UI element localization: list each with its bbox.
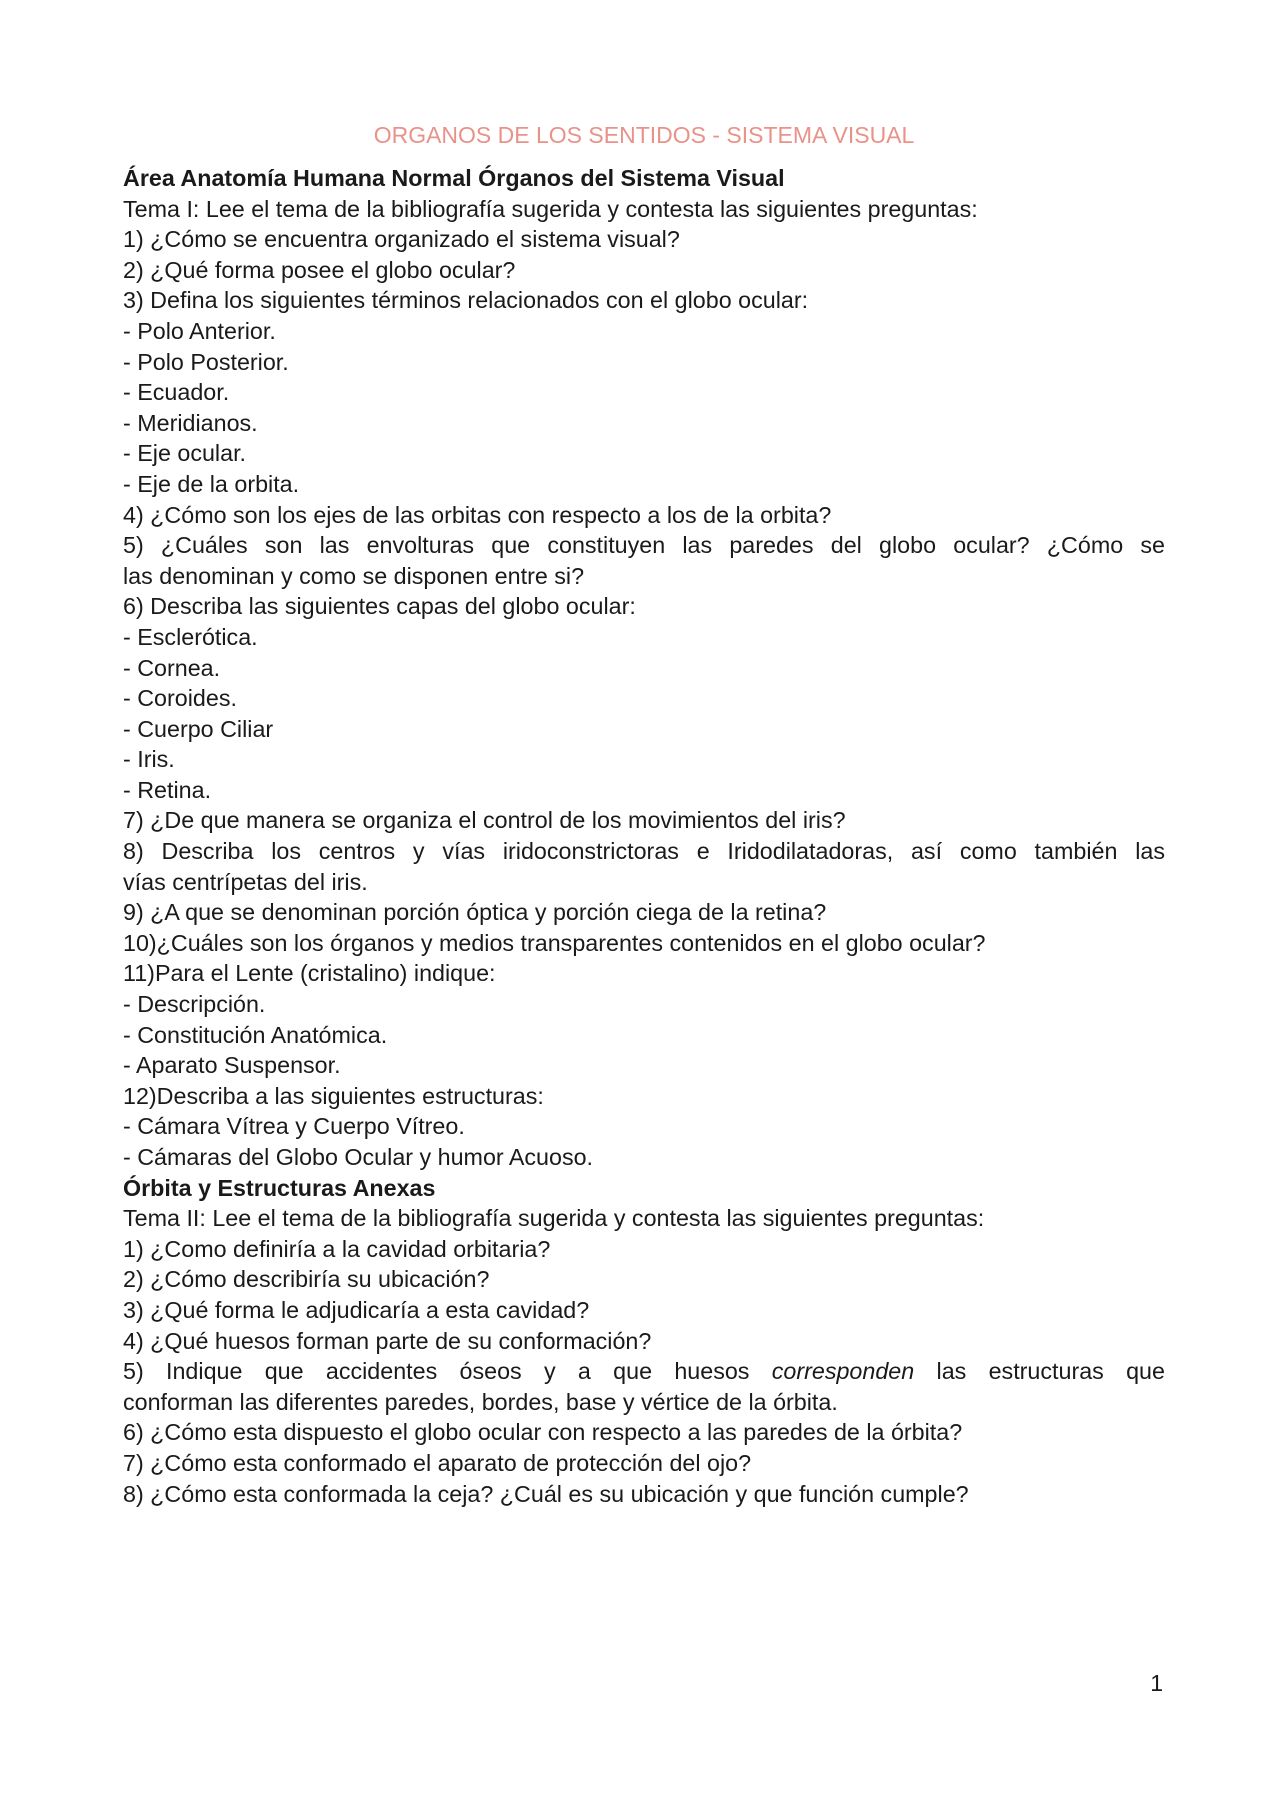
section-heading: Área Anatomía Humana Normal Órganos del Sistema Visual <box>123 165 785 191</box>
question-11: 11)Para el Lente (cristalino) indique: <box>123 960 496 987</box>
section-heading: Órbita y Estructuras Anexas <box>123 1174 436 1201</box>
question-7: 7) ¿Cómo esta conformado el aparato de protección del ojo? <box>123 1449 752 1476</box>
question-9: 9) ¿A que se denominan porción óptica y porción ciega de la retina? <box>123 899 827 926</box>
list-item: - Constitución Anatómica. <box>123 1021 388 1048</box>
question-5-line-1 <box>123 1356 1165 1387</box>
question-3: 3) Defina los siguientes términos relacionados con el globo ocular: <box>123 287 809 314</box>
question-2: 2) ¿Cómo describiría su ubicación? <box>123 1266 490 1293</box>
list-item: - Esclerótica. <box>123 623 258 650</box>
list-item: - Eje de la orbita. <box>123 470 300 497</box>
list-item: - Cámaras del Globo Ocular y humor Acuoso. <box>123 1144 594 1170</box>
page-number: 1 <box>1150 1670 1163 1696</box>
question-6: 6) ¿Cómo esta dispuesto el globo ocular con respecto a las paredes de la órbita? <box>123 1419 963 1446</box>
question-5-line-2: las denominan y como se disponen entre si? <box>123 562 585 589</box>
list-item: - Polo Anterior. <box>123 317 276 344</box>
question-5-text: las estructuras que <box>936 1358 1165 1385</box>
list-item: - Coroides. <box>123 685 237 712</box>
list-item: - Cuerpo Ciliar <box>123 715 274 742</box>
list-item: - Cámara Vítrea y Cuerpo Vítreo. <box>123 1113 465 1140</box>
question-8: 8) ¿Cómo esta conformada la ceja? ¿Cuál es su ubicación y que función cumple? <box>123 1480 969 1507</box>
question-4: 4) ¿Qué huesos forman parte de su conformación? <box>123 1327 652 1354</box>
list-item: - Cornea. <box>123 654 221 681</box>
question-12: 12)Describa a las siguientes estructuras: <box>123 1082 544 1109</box>
section-intro: Tema II: Lee el tema de la bibliografía sugerida y contesta las siguientes preguntas: <box>123 1205 985 1232</box>
question-5-text: 5) Indique que accidentes óseos y a que huesos <box>123 1358 750 1385</box>
question-10: 10)¿Cuáles son los órganos y medios transparentes contenidos en el globo ocular? <box>123 929 986 956</box>
list-item: - Eje ocular. <box>123 440 247 467</box>
question-5-line-1: 5) ¿Cuáles son las envolturas que constituyen las paredes del globo ocular? ¿Cómo se <box>123 532 1165 559</box>
question-8-line-2: vías centrípetas del iris. <box>123 868 368 895</box>
question-2: 2) ¿Qué forma posee el globo ocular? <box>123 256 516 283</box>
list-item: - Aparato Suspensor. <box>123 1052 341 1079</box>
list-item: - Polo Posterior. <box>123 348 289 375</box>
question-6: 6) Describa las siguientes capas del globo ocular: <box>123 593 636 620</box>
list-item: - Iris. <box>123 746 175 773</box>
section-intro: Tema I: Lee el tema de la bibliografía sugerida y contesta las siguientes preguntas: <box>123 195 978 222</box>
document-title: ORGANOS DE LOS SENTIDOS - SISTEMA VISUAL <box>373 122 915 148</box>
question-5-line-2: conforman las diferentes paredes, bordes, base y vértice de la órbita. <box>123 1388 838 1415</box>
question-1: 1) ¿Como definiría a la cavidad orbitaria? <box>123 1235 551 1262</box>
question-1: 1) ¿Cómo se encuentra organizado el sistema visual? <box>123 226 680 253</box>
question-5-emphasis: corresponden <box>771 1358 915 1385</box>
question-8-line-1: 8) Describa los centros y vías iridoconstrictoras e Iridodilatadoras, así como también las <box>123 838 1165 865</box>
list-item: - Retina. <box>123 776 212 803</box>
question-4: 4) ¿Cómo son los ejes de las orbitas con respecto a los de la orbita? <box>123 501 832 528</box>
question-7: 7) ¿De que manera se organiza el control de los movimientos del iris? <box>123 807 846 834</box>
list-item: - Descripción. <box>123 991 266 1018</box>
document-page <box>123 120 1165 1509</box>
question-3: 3) ¿Qué forma le adjudicaría a esta cavidad? <box>123 1296 590 1323</box>
list-item: - Ecuador. <box>123 379 230 406</box>
list-item: - Meridianos. <box>123 409 258 436</box>
